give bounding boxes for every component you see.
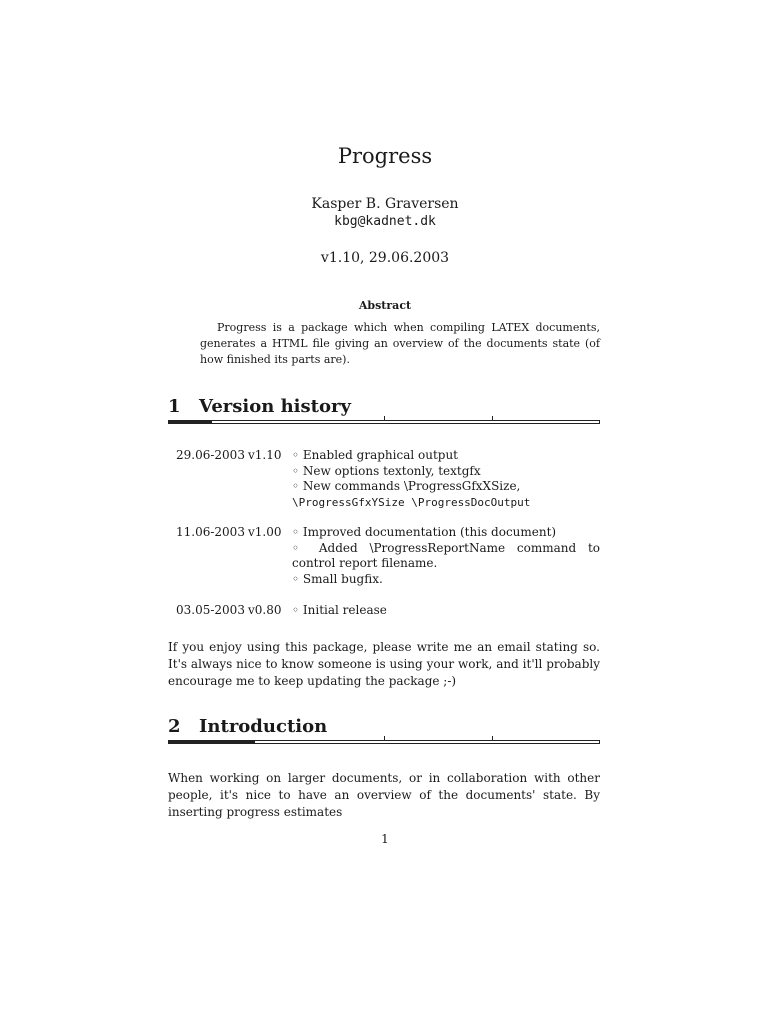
section-number: 1 bbox=[168, 396, 181, 417]
section-title: Introduction bbox=[199, 716, 328, 737]
intro-paragraph: When working on larger documents, or in collaboration with other people, it's nice to have an overview of the documents' state. By inserting progress estimates bbox=[168, 771, 600, 819]
section-heading bbox=[168, 716, 600, 738]
history-note: ◦ Added \ProgressReportName command to control report filename. bbox=[292, 540, 600, 570]
rule-tick bbox=[384, 416, 385, 421]
history-notes bbox=[292, 525, 600, 587]
history-note: ◦ Initial release bbox=[292, 603, 387, 617]
progress-fill bbox=[169, 421, 212, 423]
rule-tick bbox=[384, 736, 385, 741]
history-date: 29.06-2003 bbox=[176, 448, 245, 462]
section-title: Version history bbox=[199, 396, 351, 417]
history-note: \ProgressGfxYSize \ProgressDocOutput bbox=[292, 495, 531, 509]
page-number: 1 bbox=[381, 832, 389, 846]
history-date: 11.06-2003 bbox=[176, 525, 245, 539]
history-note: ◦ Improved documentation (this document) bbox=[292, 525, 557, 539]
doc-version: v1.10, 29.06.2003 bbox=[320, 250, 450, 266]
progress-fill bbox=[169, 741, 255, 743]
rule-tick bbox=[492, 416, 493, 421]
doc-author: Kasper B. Graversen bbox=[311, 196, 459, 212]
section-introduction bbox=[168, 716, 600, 738]
history-note: ◦ Small bugfix. bbox=[292, 571, 383, 586]
history-notes bbox=[292, 603, 600, 619]
doc-email: kbg@kadnet.dk bbox=[334, 214, 436, 229]
section-number: 2 bbox=[168, 716, 181, 737]
history-note: ◦ New commands \ProgressGfxXSize, bbox=[292, 479, 521, 493]
history-notes bbox=[292, 448, 600, 510]
section-heading bbox=[168, 396, 600, 418]
abstract-heading: Abstract bbox=[358, 299, 412, 312]
progress-rule bbox=[168, 420, 600, 424]
history-date: 03.05-2003 bbox=[176, 603, 245, 617]
doc-title: Progress bbox=[337, 144, 433, 168]
rule-tick bbox=[492, 736, 493, 741]
history-version: v1.00 bbox=[248, 525, 282, 539]
abstract-text: Progress is a package which when compiling LATEX documents, generates a HTML file giving an overview of the documents state (of how finished its parts are). bbox=[200, 321, 600, 366]
history-version: v0.80 bbox=[248, 603, 282, 617]
progress-rule bbox=[168, 740, 600, 744]
enjoy-paragraph: If you enjoy using this package, please write me an email stating so. It's always nice to know someone is using your work, and it'll probably encourage me to keep updating the package ;-) bbox=[168, 640, 600, 688]
history-note: ◦ Enabled graphical output bbox=[292, 448, 459, 462]
history-note: ◦ New options textonly, textgfx bbox=[292, 463, 481, 478]
section-version-history bbox=[168, 396, 600, 418]
history-version: v1.10 bbox=[248, 448, 282, 462]
